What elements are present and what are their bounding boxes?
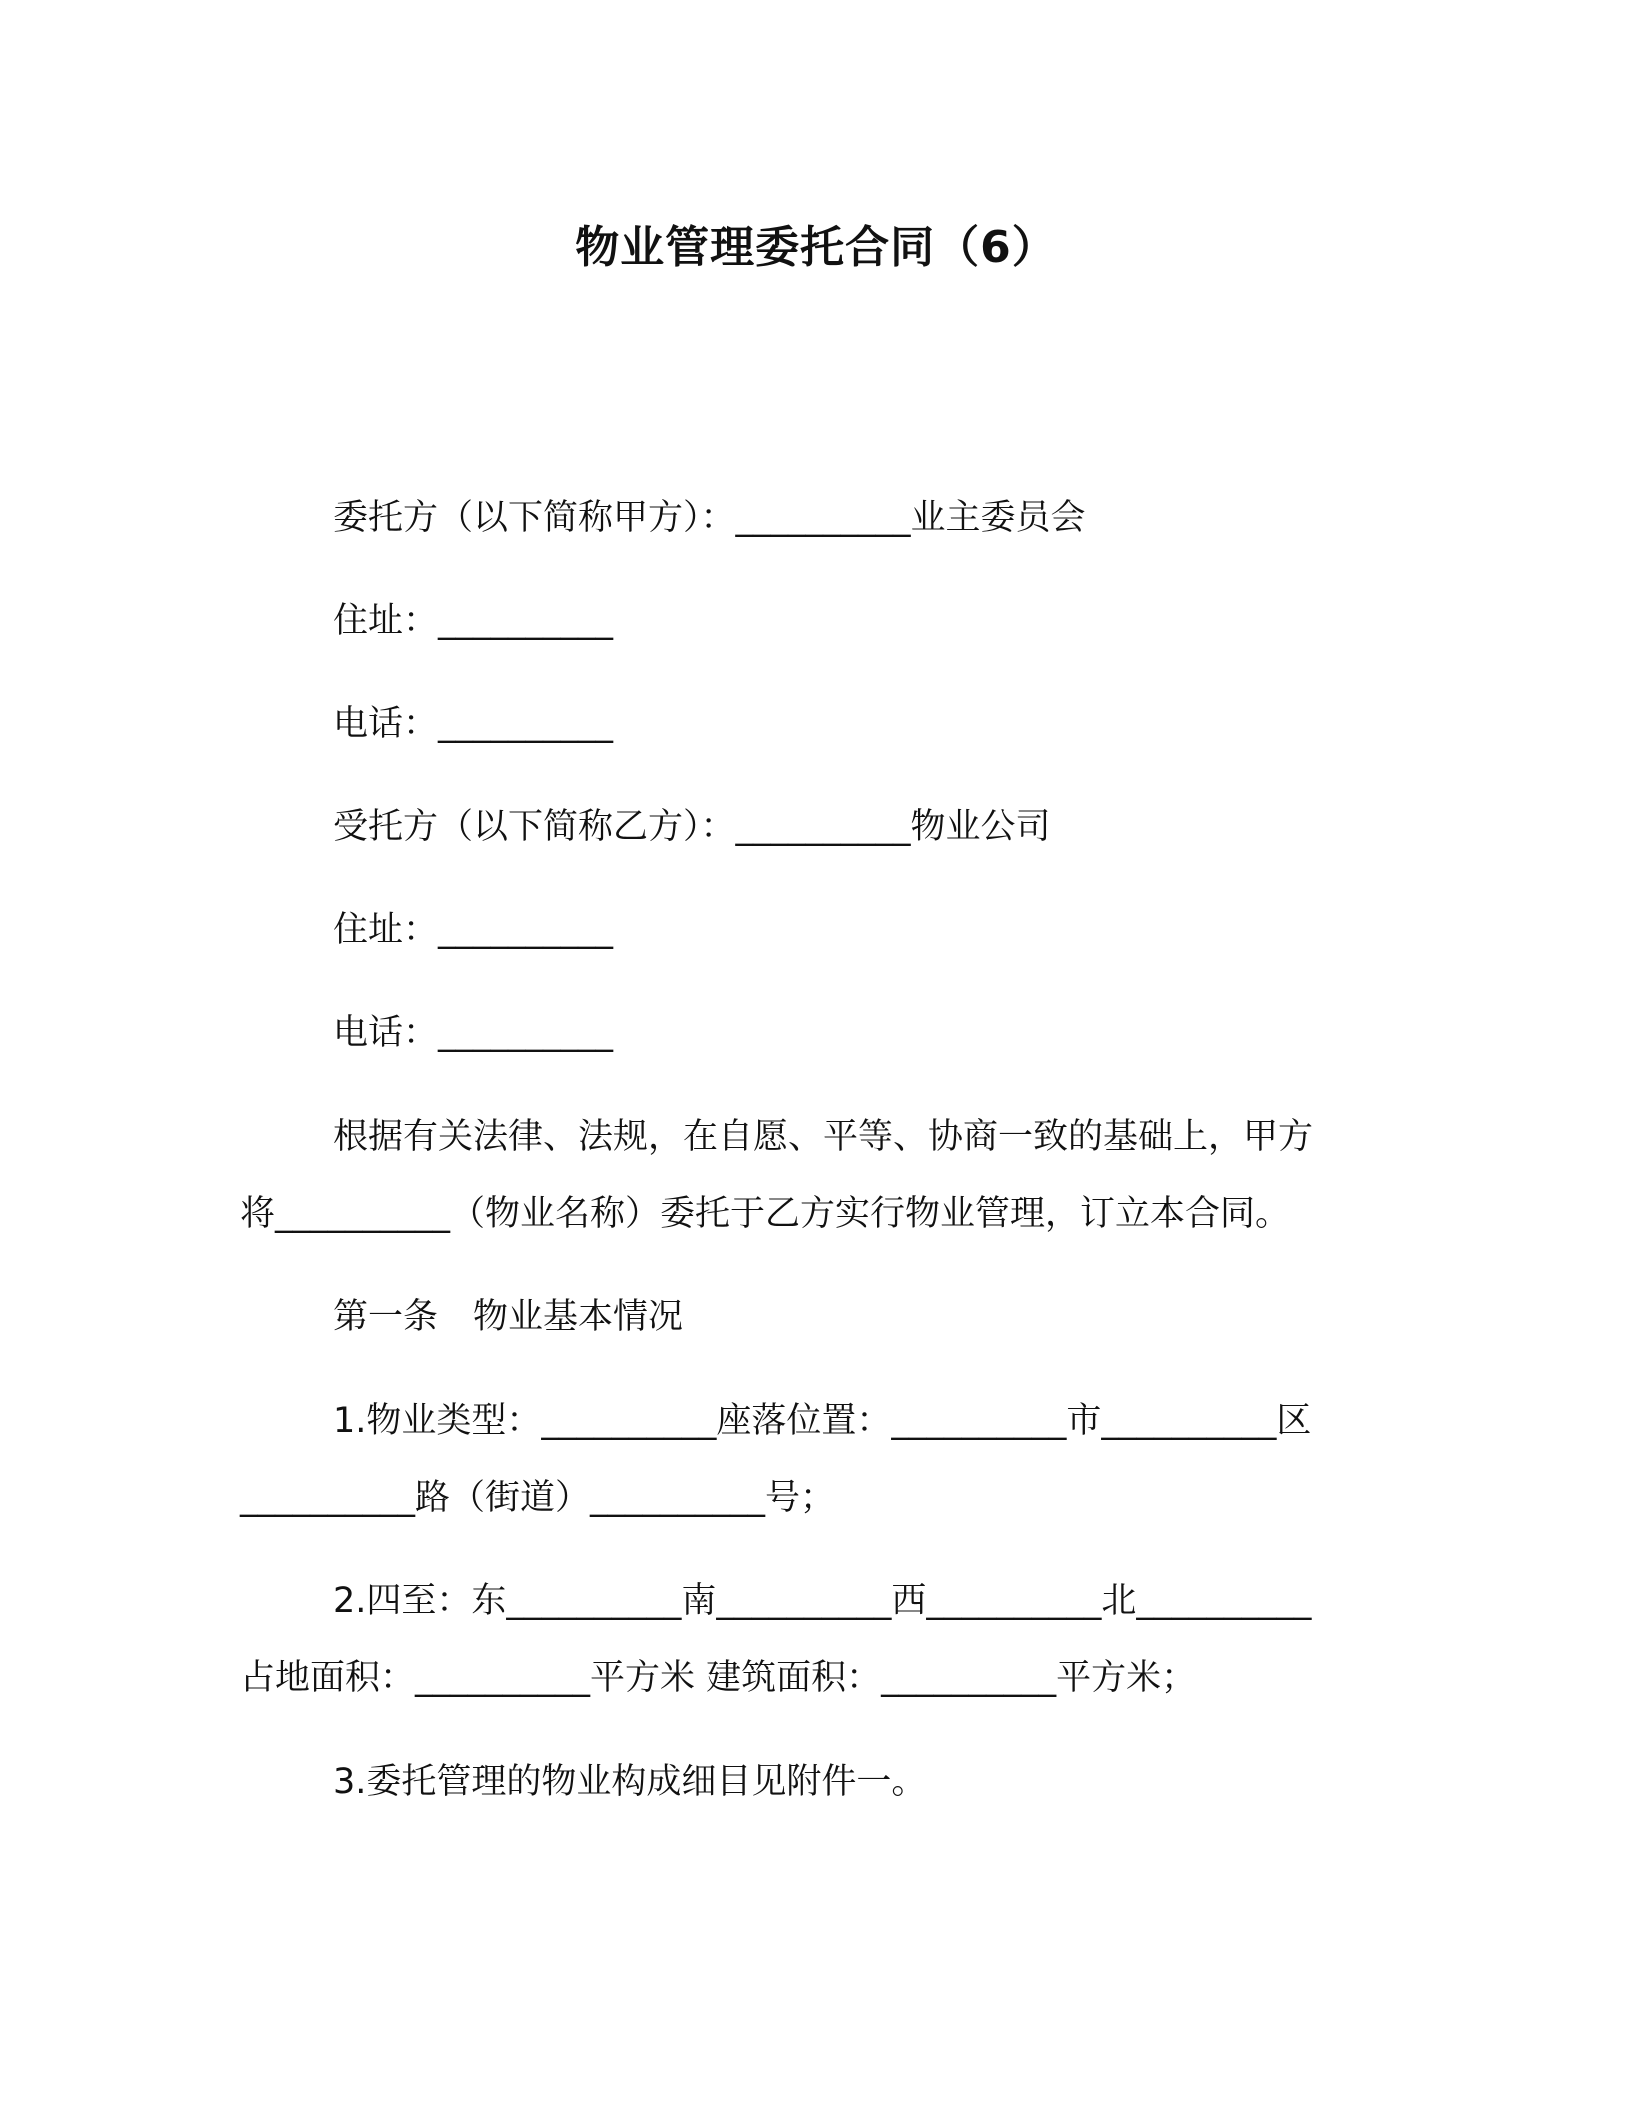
boundaries-line: 2.四至：东__________南__________西__________北__________ xyxy=(333,1581,1312,1621)
property-details-line: 3.委托管理的物业构成细目见附件一。 xyxy=(333,1762,927,1802)
article-one-heading: 第一条 物业基本情况 xyxy=(333,1297,684,1337)
client-address-line: 住址：__________ xyxy=(333,601,614,641)
property-type-line-2: __________路（街道）__________号； xyxy=(240,1478,836,1518)
document-title: 物业管理委托合同（6） xyxy=(575,222,1057,273)
trustee-phone-line: 电话：__________ xyxy=(333,1013,614,1053)
preamble-line-1: 根据有关法律、法规，在自愿、平等、协商一致的基础上，甲方 xyxy=(333,1117,1314,1157)
trustee-address-line: 住址：__________ xyxy=(333,910,614,950)
client-phone-line: 电话：__________ xyxy=(333,704,614,744)
client-party-line: 委托方（以下简称甲方）：__________业主委员会 xyxy=(333,498,1086,538)
preamble-line-2: 将__________（物业名称）委托于乙方实行物业管理，订立本合同。 xyxy=(240,1194,1291,1234)
trustee-party-line: 受托方（以下简称乙方）：__________物业公司 xyxy=(333,807,1051,847)
property-type-line-1: 1.物业类型：__________座落位置：__________市__________区 xyxy=(333,1401,1312,1441)
area-line: 占地面积：__________平方米 建筑面积：__________平方米； xyxy=(240,1658,1197,1698)
